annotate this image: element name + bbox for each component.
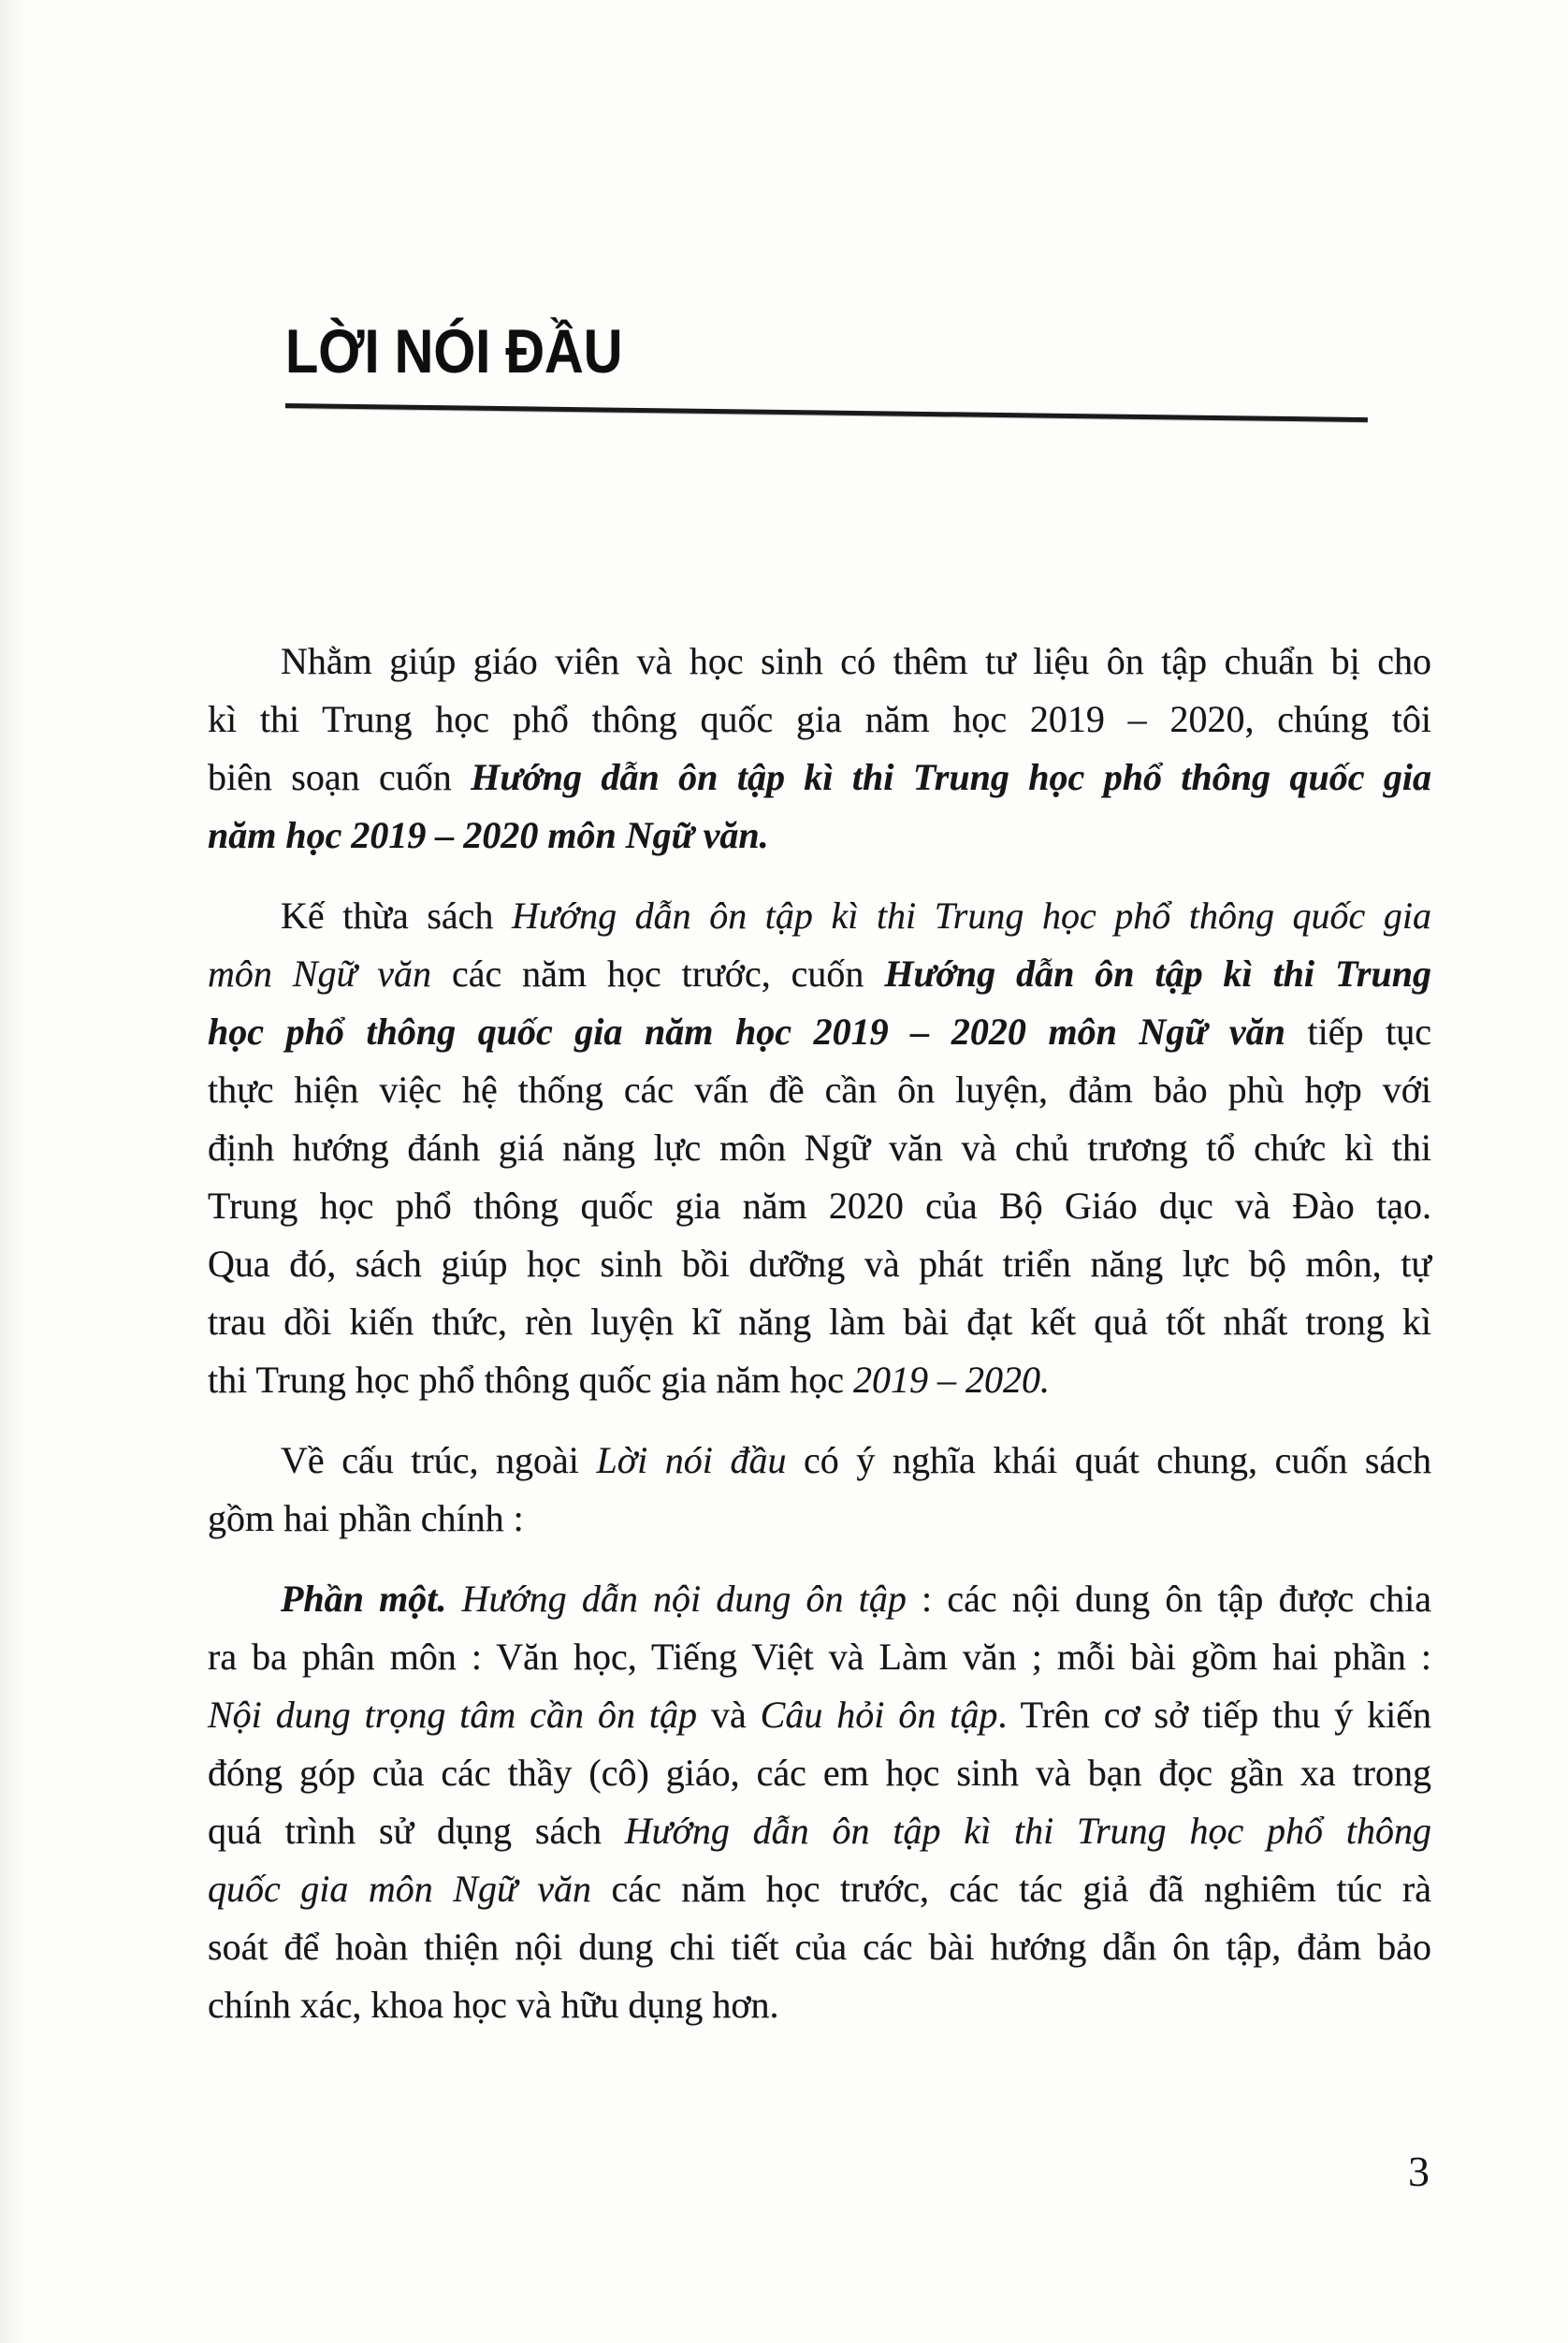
text-run: . Trên cơ sở tiếp thu ý kiến (997, 1694, 1432, 1736)
text-run: soát để hoàn thiện nội dung chi tiết của các bài hướng dẫn ôn tập, đảm bảo (208, 1926, 1431, 1968)
text-run: Kế thừa sách (281, 895, 513, 937)
text-line (208, 1490, 1431, 1548)
text-run: biên soạn cuốn (208, 756, 472, 798)
text-line (208, 1570, 1431, 1628)
text-run: các năm học trước, cuốn (451, 953, 885, 995)
text-run: định hướng đánh giá năng lực môn Ngữ văn và chủ trương tổ chức kì thi (208, 1127, 1431, 1169)
bold-italic-run: Phần một. (281, 1578, 462, 1620)
text-line (208, 1119, 1431, 1177)
paragraph (208, 1432, 1431, 1548)
body-text (208, 633, 1431, 2034)
text-run: : các nội dung ôn tập được chia (906, 1578, 1432, 1620)
italic-run: Hướng dẫn ôn tập kì thi Trung học phổ thông quốc gia (512, 895, 1431, 937)
paragraph (208, 1570, 1431, 2034)
bold-italic-run: năm học 2019 – 2020 môn Ngữ văn. (208, 814, 769, 856)
text-line (208, 691, 1431, 749)
text-run: thi Trung học phổ thông quốc gia năm học (208, 1359, 853, 1401)
text-line (208, 1976, 1431, 2034)
text-line (208, 1003, 1431, 1061)
text-run: Qua đó, sách giúp học sinh bồi dưỡng và phát triển năng lực bộ môn, tự (208, 1243, 1431, 1285)
text-run: có ý nghĩa khái quát chung, cuốn sách (786, 1439, 1431, 1481)
italic-run: Hướng dẫn ôn tập kì thi Trung học phổ thông (624, 1810, 1431, 1852)
bold-italic-run: học phổ thông quốc gia năm học 2019 – 2020 môn Ngữ văn (208, 1011, 1308, 1053)
page-number: 3 (1408, 2147, 1430, 2195)
text-line (208, 1918, 1431, 1976)
text-run: chính xác, khoa học và hữu dụng hơn. (208, 1984, 779, 2026)
italic-run: Nội dung trọng tâm cần ôn tập (208, 1694, 698, 1736)
text-line (208, 1351, 1431, 1409)
bold-italic-run: Hướng dẫn ôn tập kì thi Trung (884, 953, 1431, 995)
text-run: trau dồi kiến thức, rèn luyện kĩ năng làm bài đạt kết quả tốt nhất trong kì (208, 1301, 1431, 1343)
italic-run: Lời nói đầu (596, 1439, 787, 1481)
text-line (208, 1744, 1431, 1802)
text-run: các năm học trước, các tác giả đã nghiêm túc rà (591, 1868, 1431, 1910)
text-run: đóng góp của các thầy (cô) giáo, các em học sinh và bạn đọc gần xa trong (208, 1752, 1431, 1794)
italic-run: môn Ngữ văn (208, 953, 452, 995)
paragraph (208, 887, 1431, 1409)
text-line (208, 1293, 1431, 1351)
text-line (208, 633, 1431, 691)
text-line (208, 1802, 1431, 1860)
text-line (208, 807, 1431, 865)
text-line (208, 1628, 1431, 1686)
text-line (208, 945, 1431, 1003)
italic-run: Câu hỏi ôn tập (760, 1694, 998, 1736)
page-title: LỜI NÓI ĐẦU (285, 316, 623, 386)
bold-italic-run: Hướng dẫn ôn tập kì thi Trung học phổ thông quốc gia (471, 756, 1431, 798)
text-line (208, 1432, 1431, 1490)
text-line (208, 1235, 1431, 1293)
text-run: ra ba phân môn : Văn học, Tiếng Việt và Làm văn ; mỗi bài gồm hai phần : (208, 1636, 1431, 1678)
text-run: và (697, 1694, 761, 1736)
text-run: quá trình sử dụng sách (208, 1810, 625, 1852)
text-run: tiếp tục (1307, 1011, 1431, 1053)
text-line (208, 1686, 1431, 1744)
text-run: Trung học phổ thông quốc gia năm 2020 của Bộ Giáo dục và Đào tạo. (208, 1185, 1431, 1227)
text-run: kì thi Trung học phổ thông quốc gia năm học 2019 – 2020, chúng tôi (208, 698, 1431, 740)
text-run: Về cấu trúc, ngoài (281, 1439, 597, 1481)
text-line (208, 887, 1431, 945)
text-line (208, 1061, 1431, 1119)
italic-run: quốc gia môn Ngữ văn (208, 1868, 592, 1910)
text-run: thực hiện việc hệ thống các vấn đề cần ôn luyện, đảm bảo phù hợp với (208, 1069, 1431, 1111)
italic-run: Hướng dẫn nội dung ôn tập (461, 1578, 907, 1620)
italic-run: 2019 – 2020. (852, 1359, 1050, 1401)
text-line (208, 749, 1431, 807)
paragraph (208, 633, 1431, 865)
title-underline-rule (285, 403, 1368, 422)
text-run: Nhằm giúp giáo viên và học sinh có thêm tư liệu ôn tập chuẩn bị cho (281, 640, 1431, 682)
text-line (208, 1860, 1431, 1918)
text-line (208, 1177, 1431, 1235)
text-run: gồm hai phần chính : (208, 1497, 524, 1539)
